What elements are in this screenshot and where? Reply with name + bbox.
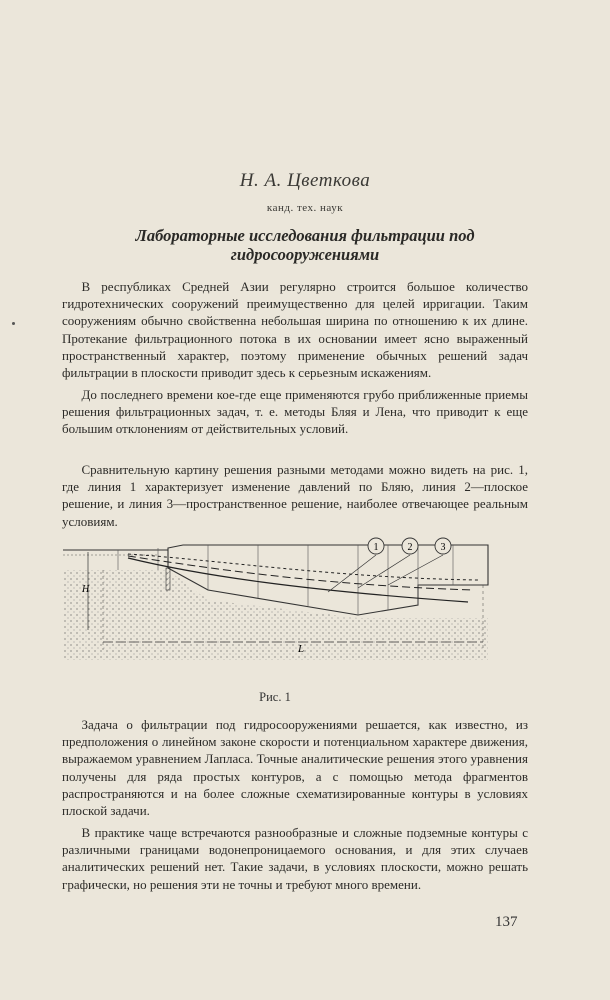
paragraph-5-text: В практике чаще встречаются разнообразные и сложные подземные контуры с различными границами водонепроницаемого основания, и для этих случаев аналитических решений нет. Такие задачи, в условиях плоскости, можно решать графически, но решения эти не точны и требуют много времени. [62,825,528,892]
paragraph-3-text: Сравнительную картину решения разными методами можно видеть на рис. 1, где линия 1 характеризует изменение давлений по Бляю, линия 2—плоское решение, и линия 3—пространственное решение, наиболее отвечающее реальным условиям. [62,462,528,529]
paragraph-4-text: Задача о фильтрации под гидросооружениями решается, как известно, из предположения о линейном законе скорости и потенциальном характере движения, выражаемом уравнением Лапласа. Точные аналитические решения этого уравнения получены для ряда простых контуров, а с помощью метода фрагментов распространяются и на более сложные схематизированные контуры в условиях плоской задачи. [62,717,528,819]
figure-1-diagram [58,530,498,680]
paragraph-5 [62,824,528,893]
dim-l-label: L [298,643,305,655]
svg-text:2: 2 [407,542,413,553]
paragraph-1 [62,278,528,381]
line-label-2 [402,538,418,554]
paragraph-3 [62,461,528,530]
article-title: Лабораторные исследования фильтрации под гидросооружениями [135,226,475,264]
paragraph-2-text: До последнего времени кое-где еще применяются грубо приближенные приемы решения фильтрационных задач, т. е. методы Бляя и Лена, что приводит к еще большим отклонениям от действительных условий. [62,387,528,437]
line-label-1 [368,538,384,554]
figure-caption: Рис. 1 [259,690,291,704]
page-number: 137 [495,914,518,930]
paragraph-1-text: В республиках Средней Азии регулярно строится большое количество гидротехнических сооружений преимущественно для целей ирригации. Таким сооружениям обычно свойственна небольшая ширина по отношению к их длине. Протекание фильтрационного потока в их основании имеет ясно выраженный пространственный характер, поэтому применение обычных решений задач фильтрации в плоскости приводит здесь к серьезным искажениям. [62,279,528,381]
paragraph-2 [62,386,528,438]
sheet-pile [166,568,170,590]
pressure-line-3 [128,554,478,580]
dim-h-label: H [82,584,90,595]
author-degree: канд. тех. наук [266,202,344,214]
author-name: Н. А. Цветкова [239,170,371,191]
svg-text:3: 3 [440,542,446,553]
paragraph-4 [62,716,528,819]
line-label-3 [435,538,451,554]
page-speck [12,322,15,325]
svg-text:1: 1 [373,542,379,553]
